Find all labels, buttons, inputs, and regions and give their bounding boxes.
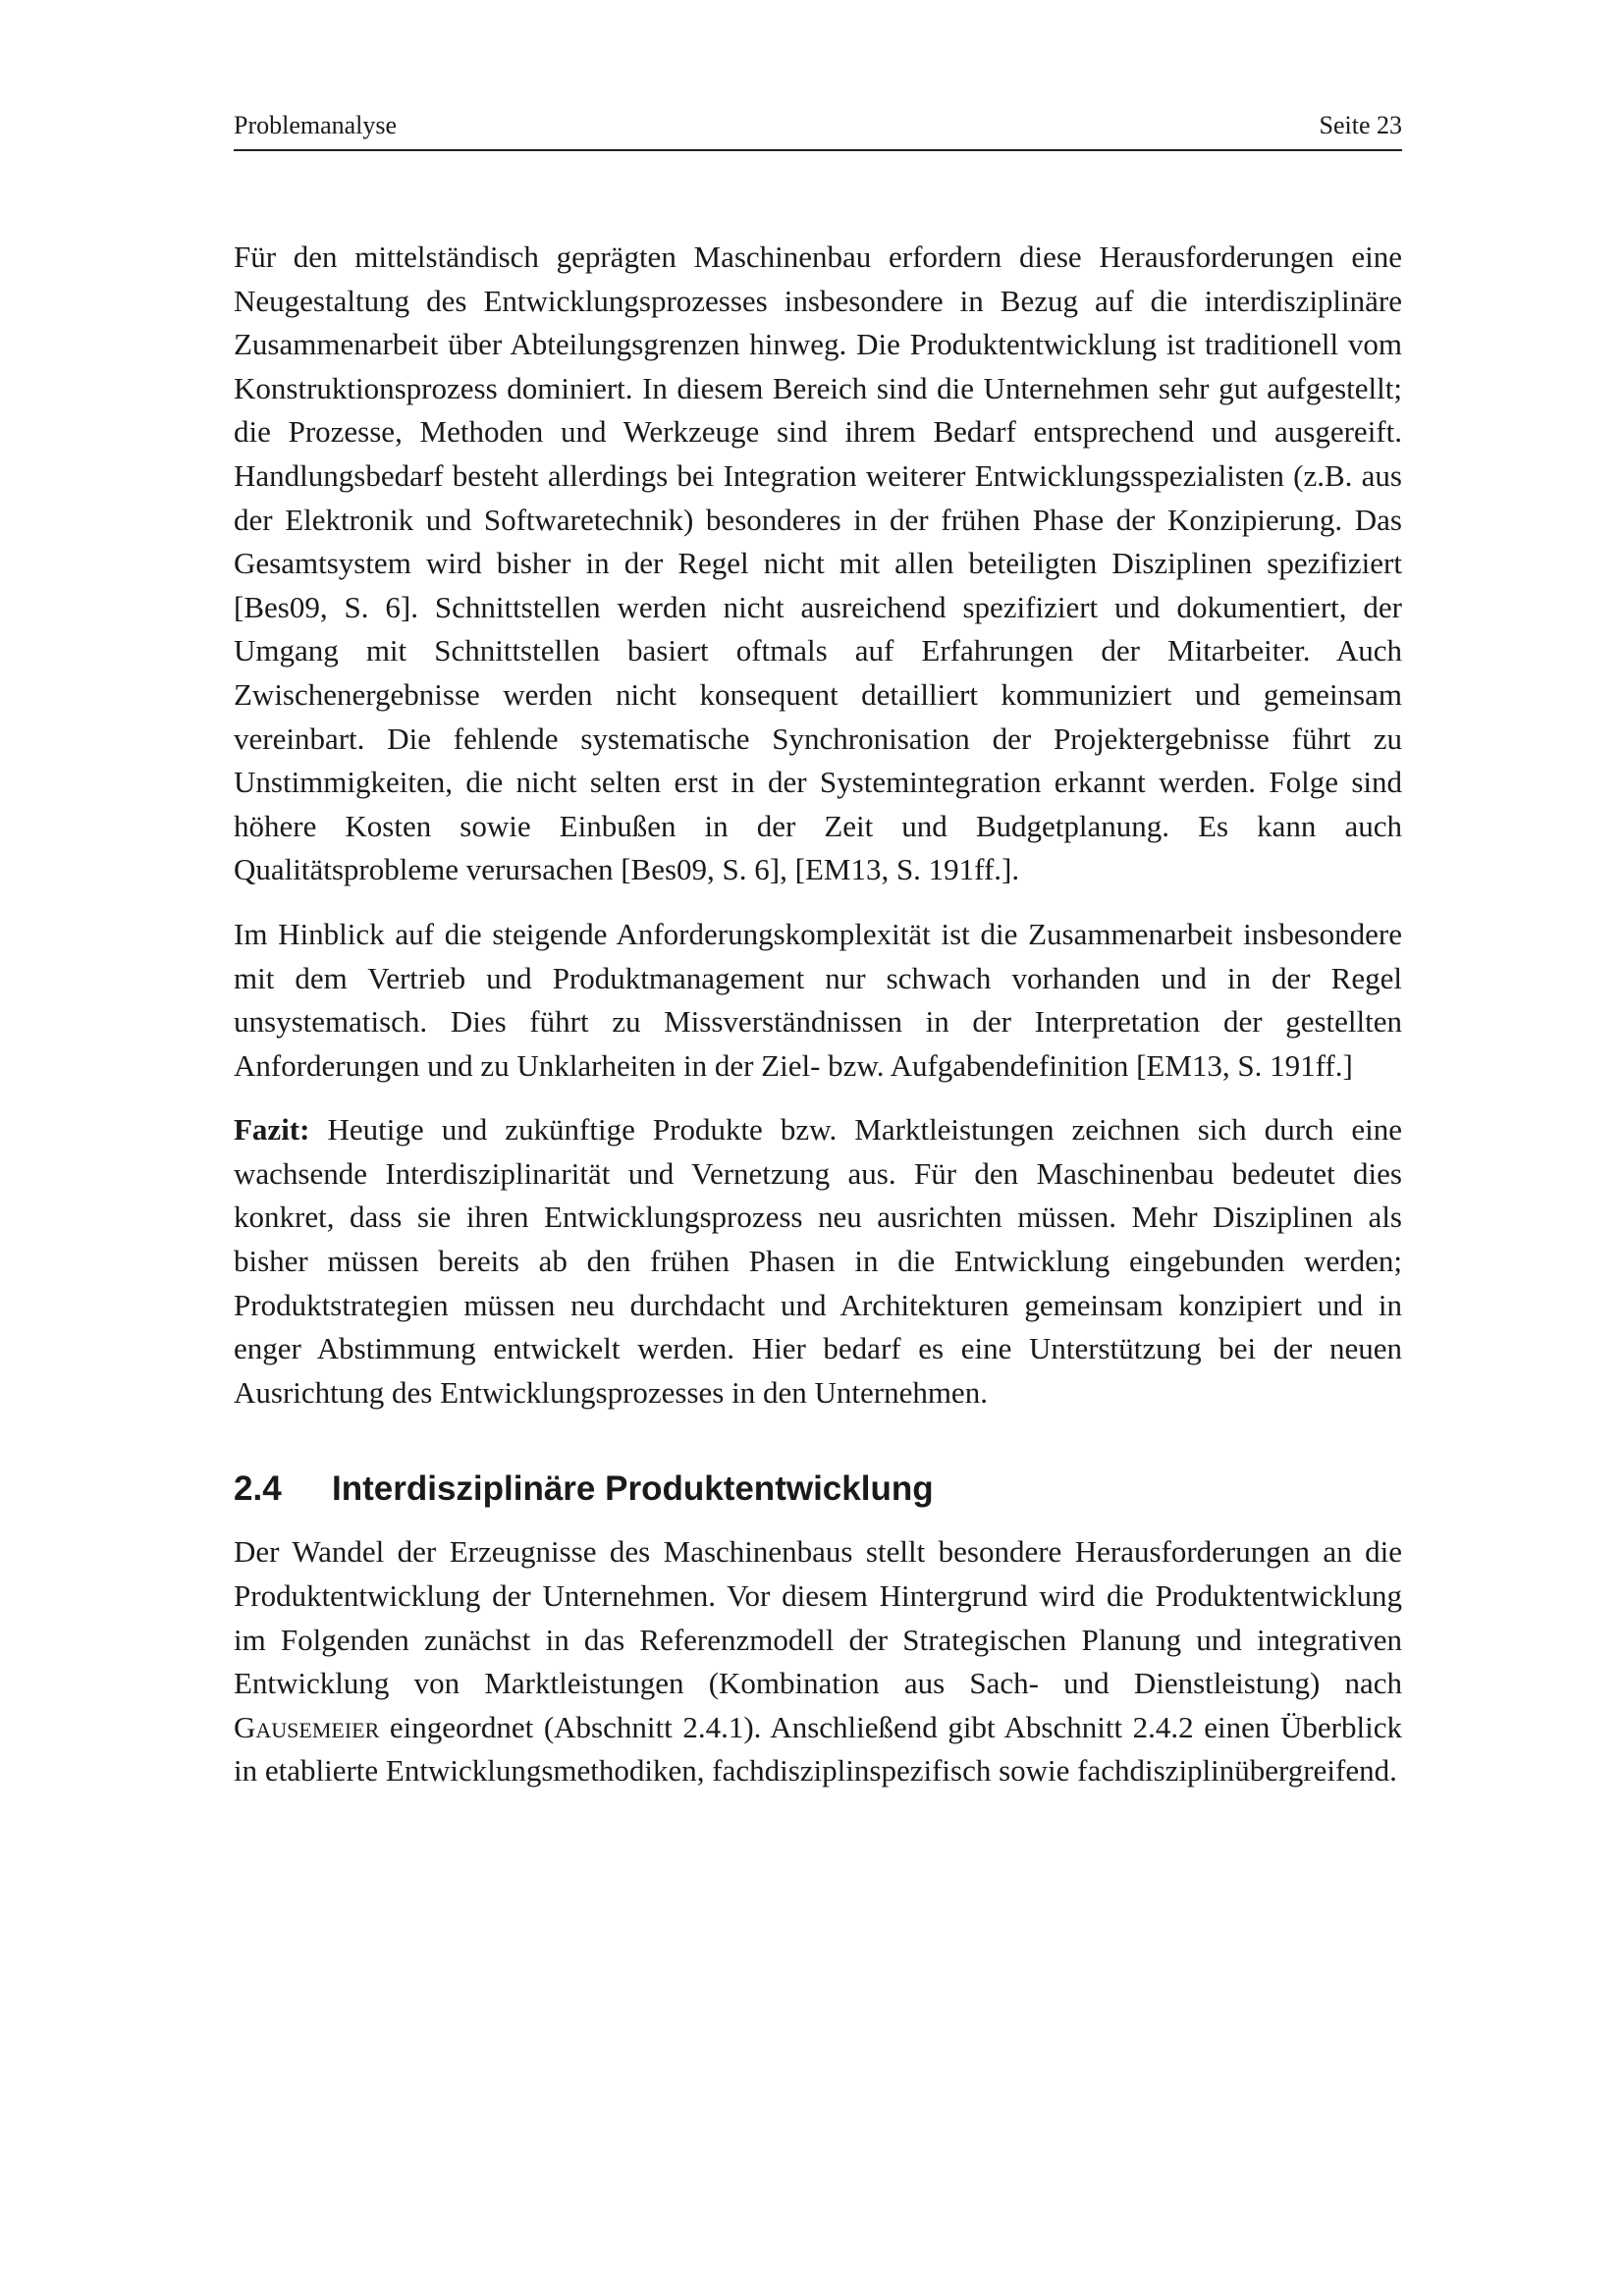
section-heading: [234, 1468, 1402, 1511]
fazit-paragraph: [234, 1108, 1402, 1415]
section-title: Interdisziplinäre Produktentwicklung: [332, 1469, 934, 1509]
header-chapter-title: Problemanalyse: [234, 111, 398, 139]
section-text-part2: eingeordnet (Abschnitt 2.4.1). Anschließend gibt Abschnitt 2.4.2 einen Überblick in etablierte Entwicklungsmethodiken, fachdisziplinspezifisch sowie fachdisziplinübergreifend.: [234, 1709, 1402, 1789]
section-paragraph-1: [234, 1530, 1402, 1793]
fazit-text: Heutige und zukünftige Produkte bzw. Marktleistungen zeichnen sich durch eine wachsende Interdisziplinarität und Vernetzung aus. Für den Maschinenbau bedeutet dies konkret, dass sie ihren Entwicklungsprozess neu ausrichten müssen. Mehr Disziplinen als bisher müssen bereits ab den frühen Phasen in die Entwicklung eingebunden werden; Produktstrategien müssen neu durchdacht und Architekturen gemeinsam konzipiert und in enger Abstimmung entwickelt werden. Hier bedarf es eine Unterstützung bei der neuen Ausrichtung des Entwicklungsprozesses in den Unternehmen.: [234, 1112, 1402, 1410]
body-text: [234, 236, 1402, 1814]
fazit-label: Fazit:: [234, 1112, 310, 1148]
author-name: Gausemeier: [234, 1709, 380, 1744]
section-text-part1: Der Wandel der Erzeugnisse des Maschinenbaus stellt besondere Herausforderungen an die Produktentwicklung der Unternehmen. Vor diesem Hintergrund wird die Produktentwicklung im Folgenden zunächst in das Referenzmodell der Strategischen Planung und integrativen Entwicklung von Marktleistungen (Kombination aus Sach- und Dienstleistung) nach: [234, 1534, 1402, 1701]
header-page-number: Seite 23: [1319, 111, 1402, 139]
paragraph-1: Für den mittelständisch geprägten Maschinenbau erfordern diese Herausforderungen eine Neugestaltung des Entwicklungsprozesses insbesondere in Bezug auf die interdisziplinäre Zusammenarbeit über Abteilungsgrenzen hinweg. Die Produktentwicklung ist traditionell vom Konstruktionsprozess dominiert. In diesem Bereich sind die Unternehmen sehr gut aufgestellt; die Prozesse, Methoden und Werkzeuge sind ihrem Bedarf entsprechend und ausgereift. Handlungsbedarf besteht allerdings bei Integration weiterer Entwicklungsspezialisten (z.B. aus der Elektronik und Softwaretechnik) besonderes in der frühen Phase der Konzipierung. Das Gesamtsystem wird bisher in der Regel nicht mit allen beteiligten Disziplinen spezifiziert [Bes09, S. 6]. Schnittstellen werden nicht ausreichend spezifiziert und dokumentiert, der Umgang mit Schnittstellen basiert oftmals auf Erfahrungen der Mitarbeiter. Auch Zwischenergebnisse werden nicht konsequent detailliert kommuniziert und gemeinsam vereinbart. Die fehlende systematische Synchronisation der Projektergebnisse führt zu Unstimmigkeiten, die nicht selten erst in der Systemintegration erkannt werden. Folge sind höhere Kosten sowie Einbußen in der Zeit und Budgetplanung. Es kann auch Qualitätsprobleme verursachen [Bes09, S. 6], [EM13, S. 191ff.].: [234, 240, 1402, 887]
section-number: 2.4: [234, 1469, 282, 1509]
paragraph-2: Im Hinblick auf die steigende Anforderungskomplexität ist die Zusammenarbeit insbesondere mit dem Vertrieb und Produktmanagement nur schwach vorhanden und in der Regel unsystematisch. Dies führt zu Missverständnissen in der Interpretation der gestellten Anforderungen und zu Unklarheiten in der Ziel- bzw. Aufgabendefinition [EM13, S. 191ff.]: [234, 916, 1402, 1083]
running-header: [234, 106, 1402, 151]
